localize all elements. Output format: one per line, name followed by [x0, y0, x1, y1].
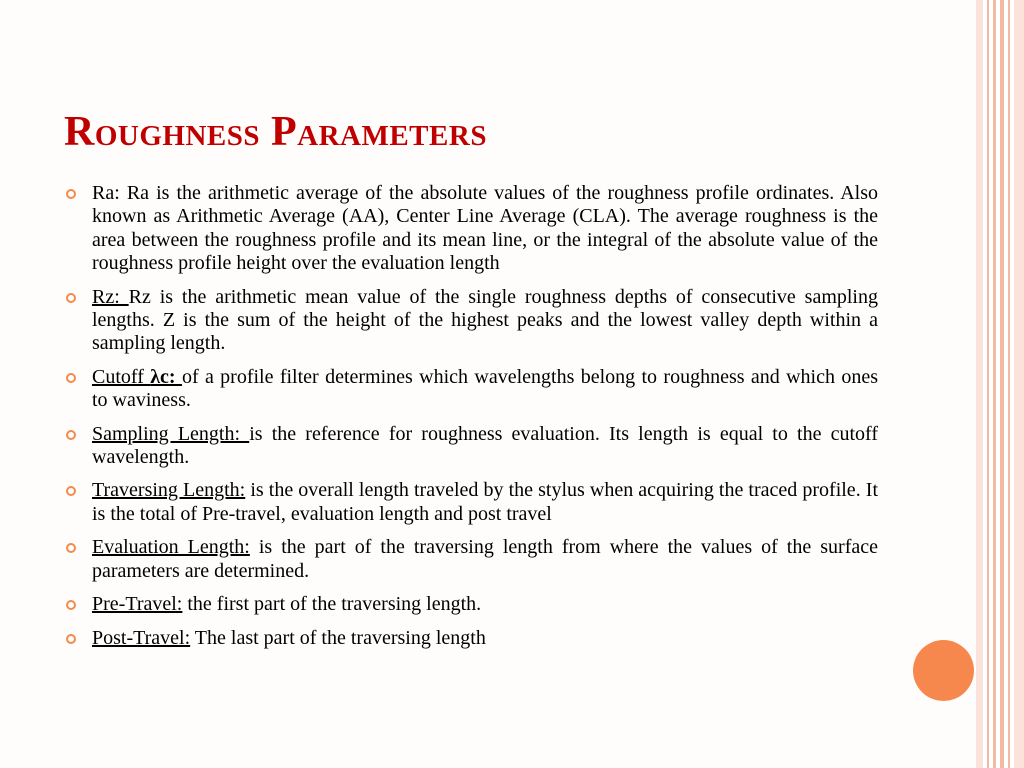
decorative-circle-icon — [913, 640, 974, 701]
bullet-circle-icon — [66, 189, 76, 199]
bullet-term: Evaluation Length: — [92, 536, 250, 559]
bullet-text: is the reference for roughness evaluation. Its length is equal to the cutoff wavelength. — [92, 422, 878, 469]
bullet-item-pre-travel — [64, 593, 878, 616]
bullet-item-rz — [64, 286, 878, 356]
bullet-circle-icon — [66, 600, 76, 610]
bullet-circle-icon — [66, 373, 76, 383]
bullet-term: Sampling Length: — [92, 422, 250, 445]
bullet-term: Traversing Length: — [92, 479, 246, 502]
bullet-item-sampling-length — [64, 423, 878, 470]
bullet-text: is the part of the traversing length from where the values of the surface parameters are determined. — [92, 536, 878, 582]
bullet-circle-icon — [66, 634, 76, 644]
bullet-circle-icon — [66, 543, 76, 553]
bullet-item-ra — [64, 182, 878, 276]
bullet-text: is the overall length traveled by the stylus when acquiring the traced profile. It is the total of Pre-travel, evaluation length and post travel — [92, 479, 878, 525]
bullet-text: Rz is the arithmetic mean value of the single roughness depths of consecutive sampling lengths. Z is the sum of the height of the highest peaks and the lowest valley depth within a sampling length. — [92, 285, 878, 355]
bullet-text: Ra: Ra is the arithmetic average of the absolute values of the roughness profile ordinates. Also known as Arithmetic Average (AA), Center Line Average (CLA). The average roughness is the area between the roughness profile and its mean line, or the integral of the absolute value of the roughness profile height over the evaluation length — [92, 182, 878, 275]
bullet-item-evaluation-length — [64, 536, 878, 583]
decorative-stripes — [976, 0, 1024, 768]
bullet-term: Cutoff — [92, 365, 151, 388]
bullet-circle-icon — [66, 293, 76, 303]
bullet-item-traversing-length — [64, 479, 878, 526]
bullet-item-cutoff — [64, 366, 878, 413]
bullet-item-post-travel — [64, 627, 878, 650]
bullet-term: Rz: — [92, 285, 129, 308]
bullet-list — [64, 182, 878, 660]
bullet-circle-icon — [66, 486, 76, 496]
bullet-text: The last part of the traversing length — [190, 626, 486, 649]
bullet-circle-icon — [66, 430, 76, 440]
slide-title: Roughness Parameters — [64, 109, 487, 155]
bullet-term-bold: λc: — [150, 365, 182, 388]
bullet-term: Post-Travel: — [92, 626, 191, 649]
bullet-text: of a profile filter determines which wavelengths belong to roughness and which ones to waviness. — [92, 365, 878, 412]
bullet-term: Pre-Travel: — [92, 593, 183, 616]
bullet-text: the first part of the traversing length. — [182, 593, 482, 616]
